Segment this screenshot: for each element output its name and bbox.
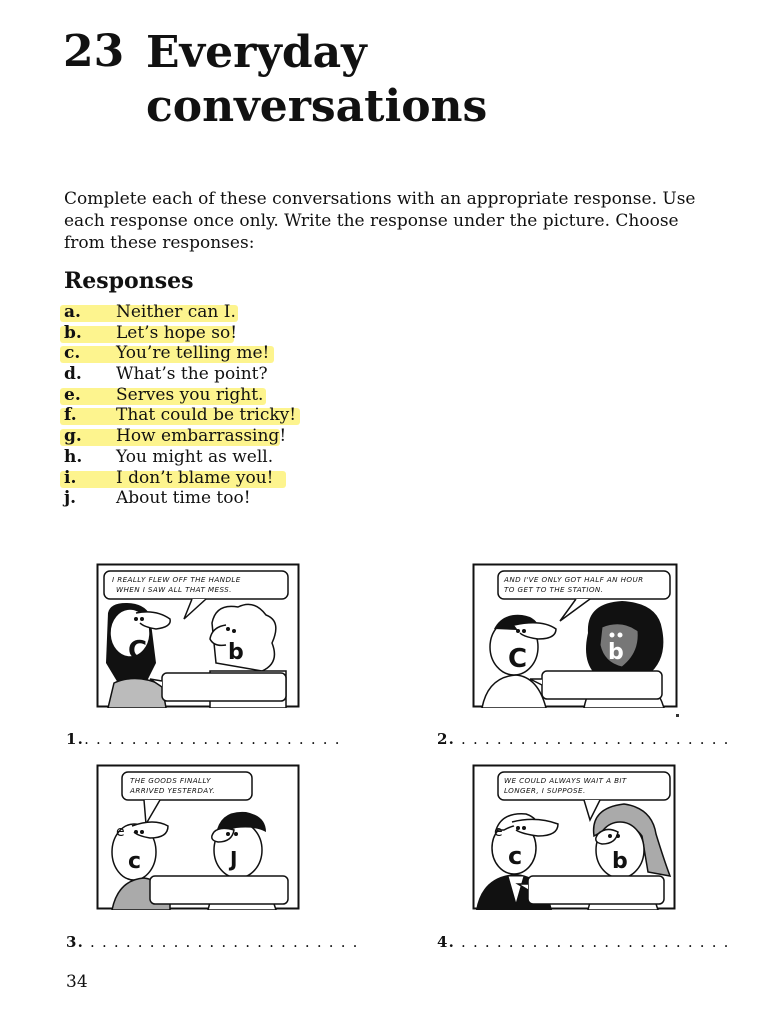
- stray-mark: [676, 714, 679, 717]
- response-text: How embarrassing!: [116, 426, 287, 447]
- response-letter: i.: [64, 467, 77, 488]
- response-letter: c.: [64, 343, 81, 364]
- response-text: I don’t blame you!: [116, 467, 274, 488]
- response-item: [64, 343, 364, 364]
- answer-number-2: 2.: [437, 730, 456, 748]
- cartoon-panel-2: [472, 563, 678, 708]
- answer-line-1[interactable]: [66, 730, 341, 748]
- unit-title: [146, 26, 566, 134]
- response-item: [64, 385, 364, 406]
- svg-text:b: b: [608, 640, 624, 665]
- response-text: Serves you right.: [116, 384, 264, 405]
- response-text: Neither can I.: [116, 302, 236, 322]
- svg-text:C: C: [128, 636, 148, 666]
- response-letter: d.: [64, 364, 82, 385]
- cartoon-panel-1: [96, 563, 300, 708]
- response-text: You’re telling me!: [116, 343, 270, 364]
- answer-line-2[interactable]: [437, 730, 730, 748]
- page-number: 34: [66, 972, 88, 992]
- svg-text:C: C: [508, 644, 528, 674]
- answer-line-3[interactable]: [66, 933, 359, 951]
- panel-3-speech-line-1: THE GOODS FINALLY: [130, 776, 211, 785]
- answer-number-4: 4.: [437, 933, 456, 951]
- title-line-1: Everyday: [146, 27, 367, 78]
- response-item: [64, 364, 364, 385]
- answer-line-4[interactable]: [437, 933, 730, 951]
- svg-text:b: b: [228, 640, 244, 665]
- panel-4-speech-line-1: WE COULD ALWAYS WAIT A BIT: [504, 776, 627, 785]
- panel-4-speech-line-2: LONGER, I SUPPOSE.: [504, 786, 586, 795]
- response-letter: j.: [64, 488, 77, 509]
- response-letter: b.: [64, 322, 82, 343]
- svg-text:c: c: [128, 849, 142, 874]
- response-item: [64, 302, 364, 323]
- panel-1-speech-line-2: WHEN I SAW ALL THAT MESS.: [116, 585, 232, 594]
- panel-2-speech-line-1: AND I'VE ONLY GOT HALF AN HOUR: [504, 575, 644, 584]
- title-line-2: conversations: [146, 81, 488, 132]
- answer-dots-3: . . . . . . . . . . . . . . . . . . . . . . .: [90, 933, 359, 951]
- answer-dots-2: . . . . . . . . . . . . . . . . . . . . . . .: [461, 730, 730, 748]
- response-text: About time too!: [116, 488, 251, 509]
- response-letter: f.: [64, 405, 77, 426]
- panel-1-speech-line-1: I REALLY FLEW OFF THE HANDLE: [112, 575, 241, 584]
- svg-text:e: e: [116, 824, 125, 840]
- response-letter: e.: [64, 384, 81, 405]
- response-item: [64, 405, 364, 426]
- instructions: Complete each of these conversations with an appropriate response. Use each response once only. Write the response under the picture. Choose from these responses:: [64, 189, 696, 253]
- unit-number: 23: [63, 26, 125, 77]
- svg-text:c: c: [508, 842, 523, 870]
- panel-3-speech-line-2: ARRIVED YESTERDAY.: [130, 786, 216, 795]
- response-item: [64, 323, 364, 344]
- answer-number-1: 1.: [66, 730, 85, 748]
- response-letter: h.: [64, 446, 83, 467]
- response-letter: g.: [64, 426, 82, 447]
- response-item: [64, 426, 364, 447]
- response-text: What’s the point?: [116, 364, 268, 385]
- svg-text:b: b: [612, 849, 628, 874]
- responses-heading: Responses: [64, 268, 194, 294]
- response-text: Let’s hope so!: [116, 322, 238, 343]
- svg-text:e: e: [494, 824, 503, 840]
- panel-2-speech-line-2: TO GET TO THE STATION.: [504, 585, 604, 594]
- answer-number-3: 3.: [66, 933, 85, 951]
- cartoon-panel-3: [96, 764, 300, 910]
- response-letter: a.: [64, 302, 81, 322]
- response-item: [64, 468, 364, 489]
- response-text: That could be tricky!: [116, 405, 297, 426]
- response-text: You might as well.: [116, 446, 274, 467]
- answer-dots-1: . . . . . . . . . . . . . . . . . . . . . .: [84, 730, 341, 748]
- responses-list: [64, 302, 364, 509]
- response-item: [64, 447, 364, 468]
- answer-dots-4: . . . . . . . . . . . . . . . . . . . . . . .: [461, 933, 730, 951]
- response-item: [64, 488, 364, 509]
- svg-text:J: J: [230, 847, 238, 871]
- cartoon-panel-4: [472, 764, 676, 910]
